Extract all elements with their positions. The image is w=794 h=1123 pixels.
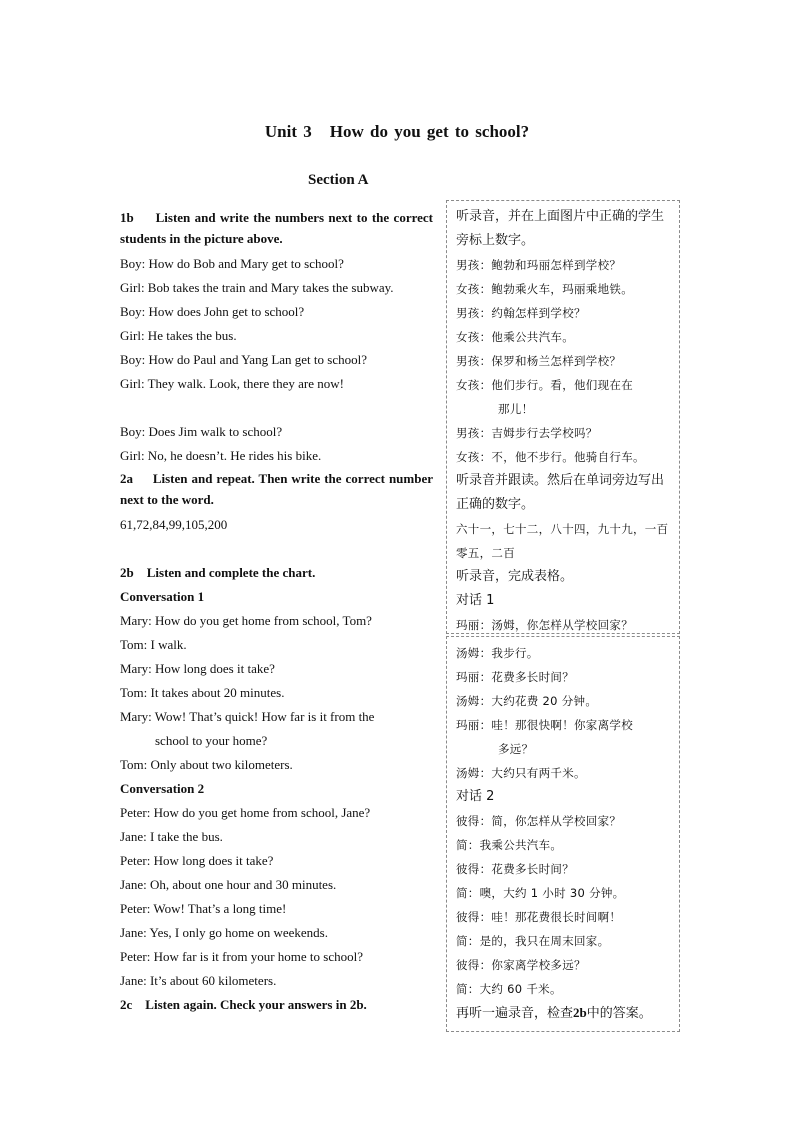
- dialogue-line: Jane: It’s about 60 kilometers.: [120, 973, 277, 988]
- dialogue-line: Peter: Wow! That’s a long time!: [120, 901, 287, 916]
- translation-line: 玛丽：花费多长时间？: [456, 670, 574, 684]
- exercise-1b-instruction: [120, 207, 433, 249]
- translation-line: 彼得：哇！那花费很长时间啊！: [456, 910, 622, 924]
- section-heading: Section A: [308, 172, 369, 188]
- translation-line: 汤姆：大约花费 20 分钟。: [456, 694, 598, 708]
- dialogue-line: Peter: How long does it take?: [120, 853, 274, 868]
- dialogue-line: Peter: How far is it from your home to school?: [120, 949, 363, 964]
- translation-conversation-1-title: 对话 1: [456, 593, 495, 608]
- exercise-2c-instruction: [120, 993, 433, 1017]
- dialogue-line: Girl: He takes the bus.: [120, 328, 237, 343]
- unit-question: How do you get to school?: [329, 122, 530, 141]
- translation-line: 女孩：他乘公共汽车。: [456, 330, 574, 344]
- exercise-number: 2a: [120, 471, 133, 486]
- dialogue-line: Mary: How do you get home from school, Tom?: [120, 613, 372, 628]
- translation-line: 简：噢，大约 1 小时 30 分钟。: [456, 886, 625, 900]
- translation-line: 彼得：简，你怎样从学校回家？: [456, 814, 622, 828]
- unit-label: Unit 3: [264, 122, 312, 141]
- translation-instruction-2a: 听录音并跟读。然后在单词旁边写出正确的数字。: [456, 473, 665, 512]
- translation-line: 玛丽：哇！那很快啊！你家离学校: [456, 718, 633, 732]
- dialogue-line: Jane: Yes, I only go home on weekends.: [120, 925, 328, 940]
- translation-line: 男孩：鲍勃和玛丽怎样到学校？: [456, 258, 622, 272]
- translation-box-1: [446, 200, 680, 634]
- translation-line-continued: 那儿！: [498, 402, 534, 416]
- exercise-text: Listen and repeat. Then write the correct number next to the word.: [120, 471, 433, 507]
- dialogue-line-continued: school to your home?: [155, 733, 268, 748]
- translation-line: 彼得：花费多长时间？: [456, 862, 574, 876]
- translation-instruction-2c: [456, 1001, 671, 1026]
- dialogue-line: Girl: No, he doesn’t. He rides his bike.: [120, 448, 322, 463]
- translation-line: 男孩：保罗和杨兰怎样到学校？: [456, 354, 622, 368]
- dialogue-line: Tom: I walk.: [120, 637, 187, 652]
- translation-box-2: [446, 636, 680, 1032]
- dialogue-line: Girl: Bob takes the train and Mary takes the subway.: [120, 280, 394, 295]
- exercise-2b-instruction: [120, 561, 433, 585]
- conversation-2-title: Conversation 2: [120, 781, 205, 796]
- exercise-number: 2b: [120, 565, 134, 580]
- dialogue-line: Boy: How does John get to school?: [120, 304, 305, 319]
- translation-line: 女孩：鲍勃乘火车，玛丽乘地铁。: [456, 282, 633, 296]
- translation-line: 汤姆：大约只有两千米。: [456, 766, 586, 780]
- translation-line: 彼得：你家离学校多远？: [456, 958, 586, 972]
- translation-line: 女孩：他们步行。看，他们现在在: [456, 378, 633, 392]
- dialogue-line: Mary: How long does it take?: [120, 661, 275, 676]
- dialogue-line: Tom: Only about two kilometers.: [120, 757, 293, 772]
- exercise-2a-instruction: [120, 468, 433, 510]
- translation-instruction-1b: 听录音，并在上面图片中正确的学生旁标上数字。: [456, 209, 665, 248]
- page-title: [0, 122, 794, 142]
- dialogue-line: Boy: How do Bob and Mary get to school?: [120, 256, 344, 271]
- dialogue-line: Tom: It takes about 20 minutes.: [120, 685, 285, 700]
- instruction-text: 再听一遍录音，检查: [456, 1006, 574, 1021]
- translation-line: 女孩：不，他不步行。他骑自行车。: [456, 450, 645, 464]
- translation-line: 男孩：吉姆步行去学校吗？: [456, 426, 598, 440]
- translation-line: 简：大约 60 千米。: [456, 982, 562, 996]
- dialogue-line: Boy: How do Paul and Yang Lan get to school?: [120, 352, 367, 367]
- exercise-text: Listen and complete the chart.: [146, 565, 316, 580]
- translation-conversation-2-title: 对话 2: [456, 789, 495, 804]
- translation-line: 汤姆：我步行。: [456, 646, 539, 660]
- translation-line: 男孩：约翰怎样到学校？: [456, 306, 586, 320]
- instruction-text: 中的答案。: [586, 1006, 652, 1021]
- translation-numbers: 六十一，七十二，八十四，九十九，一百零五，二百: [456, 522, 669, 560]
- dialogue-line: Jane: I take the bus.: [120, 829, 223, 844]
- translation-line: 简：是的，我只在周末回家。: [456, 934, 610, 948]
- exercise-text: Listen and write the numbers next to the correct students in the picture above.: [120, 210, 433, 246]
- translation-line-continued: 多远？: [498, 742, 534, 756]
- dialogue-line: Mary: Wow! That’s quick! How far is it from the: [120, 709, 375, 724]
- exercise-number: 1b: [120, 210, 134, 225]
- translation-instruction-2b: 听录音，完成表格。: [456, 569, 574, 584]
- number-list: 61,72,84,99,105,200: [120, 517, 228, 532]
- exercise-number: 2c: [120, 997, 133, 1012]
- dialogue-line: Jane: Oh, about one hour and 30 minutes.: [120, 877, 337, 892]
- dialogue-line: Boy: Does Jim walk to school?: [120, 424, 283, 439]
- exercise-text: Listen again. Check your answers in 2b.: [145, 997, 367, 1012]
- translation-line: 简：我乘公共汽车。: [456, 838, 563, 852]
- translation-line: 玛丽：汤姆，你怎样从学校回家？: [456, 618, 633, 632]
- english-column: [120, 207, 433, 1017]
- exercise-reference: 2b: [573, 1005, 587, 1020]
- dialogue-line: Girl: They walk. Look, there they are now!: [120, 376, 344, 391]
- dialogue-line: Peter: How do you get home from school, Jane?: [120, 805, 371, 820]
- conversation-1-title: Conversation 1: [120, 589, 205, 604]
